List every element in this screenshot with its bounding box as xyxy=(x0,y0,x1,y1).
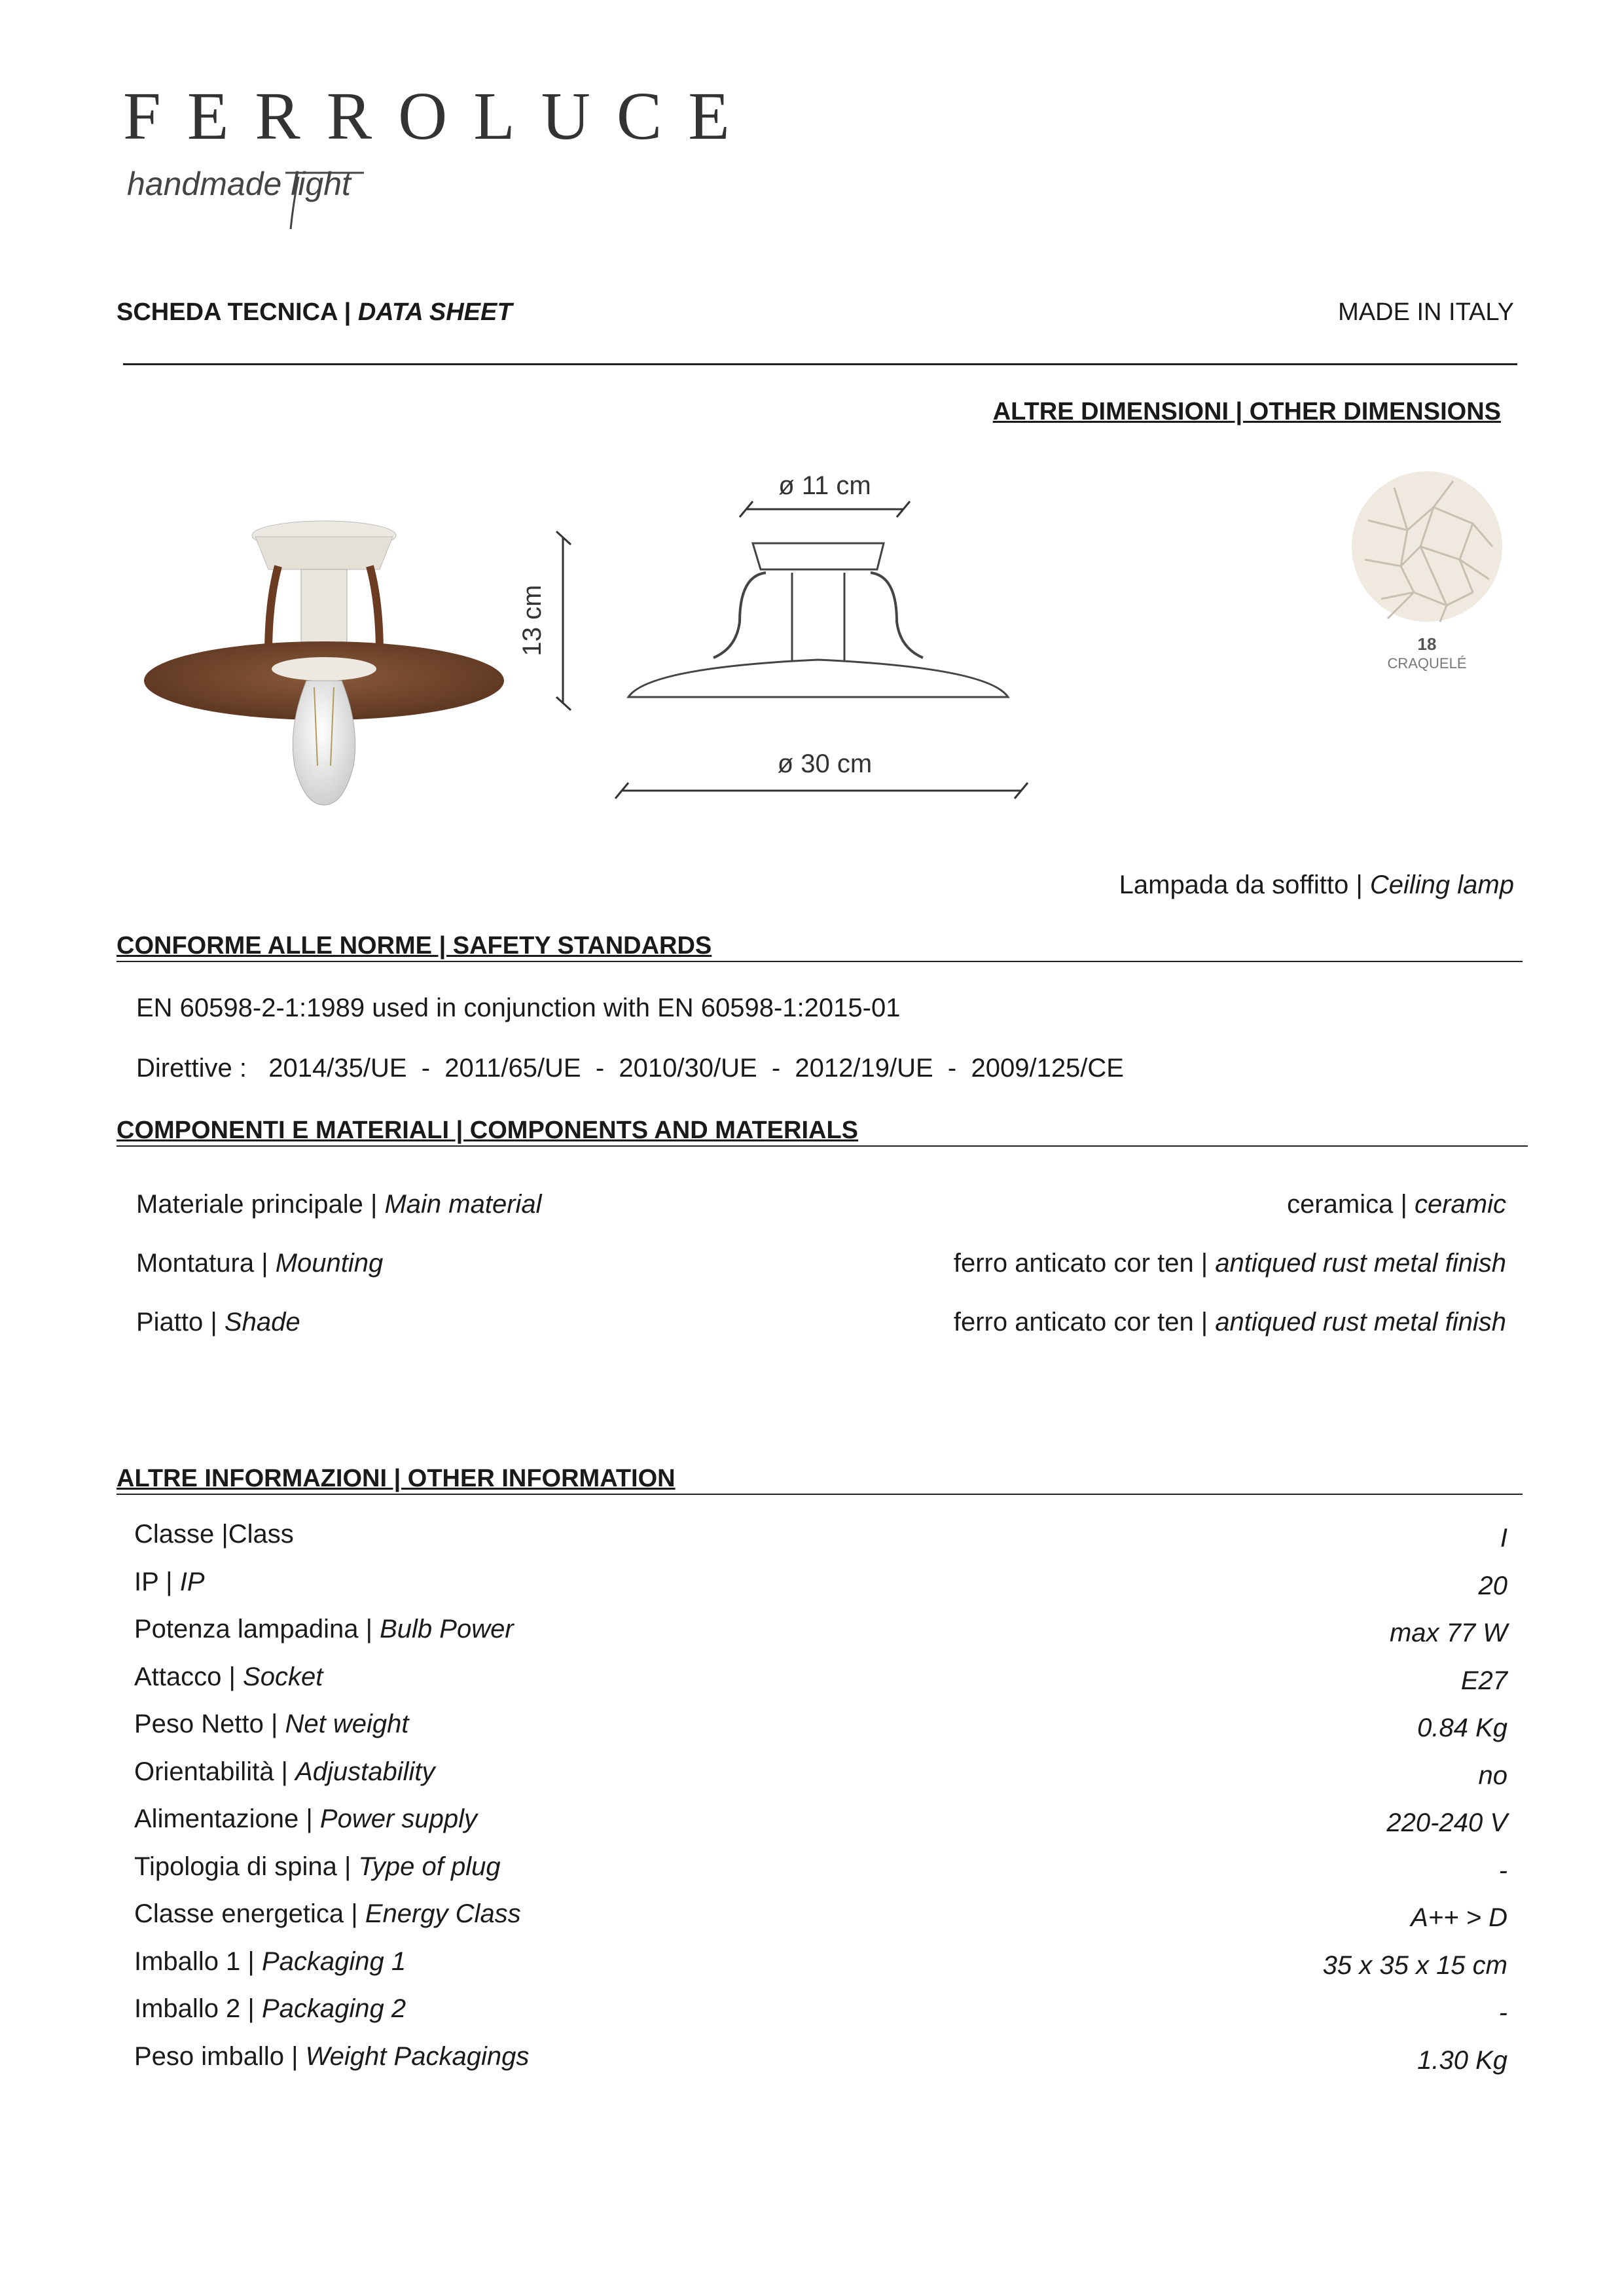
bottom-diameter-label: ø 30 cm xyxy=(777,749,873,778)
info-label: IP | IP xyxy=(134,1567,205,1596)
info-value: 20 xyxy=(1478,1571,1507,1600)
info-value: E27 xyxy=(1460,1666,1507,1695)
brand-logo: FERROLUCE xyxy=(123,79,756,154)
info-value: - xyxy=(1498,1856,1507,1885)
info-label: Alimentazione | Power supply xyxy=(134,1804,478,1833)
finish-code: 18 xyxy=(1417,634,1437,654)
height-label: 13 cm xyxy=(518,584,547,656)
info-label: Attacco | Socket xyxy=(134,1662,323,1691)
info-label: Tipologia di spina | Type of plug xyxy=(134,1852,501,1881)
info-label: Imballo 1 | Packaging 1 xyxy=(134,1946,406,1976)
info-label: Potenza lampadina | Bulb Power xyxy=(134,1615,514,1643)
component-label: Montatura | Mounting xyxy=(136,1249,384,1278)
info-label: Orientabilità | Adjustability xyxy=(134,1757,435,1786)
datasheet-title xyxy=(117,298,513,327)
info-label: Classe energetica | Energy Class xyxy=(134,1899,521,1928)
safety-title[interactable]: CONFORME ALLE NORME | SAFETY STANDARDS xyxy=(117,932,712,960)
info-title[interactable]: ALTRE INFORMAZIONI | OTHER INFORMATION xyxy=(117,1465,676,1492)
product-type: Lampada da soffitto | Ceiling lamp xyxy=(1119,870,1514,899)
info-label: Peso Netto | Net weight xyxy=(134,1710,409,1738)
component-value: ferro anticato cor ten | antiqued rust metal finish xyxy=(953,1249,1506,1278)
components-title[interactable]: COMPONENTI E MATERIALI | COMPONENTS AND MATERIALS xyxy=(117,1117,859,1144)
title-en: DATA SHEET xyxy=(357,298,513,326)
component-label: Materiale principale | Main material xyxy=(136,1190,542,1219)
safety-divider xyxy=(117,961,1523,962)
info-value: A++ > D xyxy=(1411,1903,1507,1932)
top-diameter-label: ø 11 cm xyxy=(778,471,871,500)
header-divider xyxy=(123,363,1517,365)
info-value: 0.84 Kg xyxy=(1417,1713,1507,1742)
info-value: 35 x 35 x 15 cm xyxy=(1322,1950,1507,1980)
component-label: Piatto | Shade xyxy=(136,1308,300,1336)
info-value: 220-240 V xyxy=(1386,1808,1507,1837)
title-it: SCHEDA TECNICA | xyxy=(117,298,352,326)
brand-tagline: handmade light xyxy=(127,166,351,202)
product-photo xyxy=(137,517,511,812)
component-value: ferro anticato cor ten | antiqued rust metal finish xyxy=(953,1308,1506,1336)
safety-standard: EN 60598-2-1:1989 used in conjunction with EN 60598-1:2015-01 xyxy=(136,994,901,1022)
safety-directives: Direttive : 2014/35/UE - 2011/65/UE - 2010/30/UE - 2012/19/UE - 2009/125/CE xyxy=(136,1054,1124,1083)
info-value: no xyxy=(1478,1761,1507,1790)
components-divider xyxy=(117,1145,1528,1147)
finish-name: CRAQUELÉ xyxy=(1387,655,1467,672)
info-value: - xyxy=(1498,1998,1507,2027)
info-label: Classe |Class xyxy=(134,1520,294,1549)
technical-drawing xyxy=(517,452,1054,818)
info-value: 1.30 Kg xyxy=(1417,2045,1507,2075)
info-value: max 77 W xyxy=(1389,1619,1507,1647)
component-value: ceramica | ceramic xyxy=(1287,1190,1506,1219)
info-label: Peso imballo | Weight Packagings xyxy=(134,2041,530,2071)
info-value: I xyxy=(1500,1524,1507,1552)
finish-swatch[interactable] xyxy=(1348,468,1519,677)
info-divider xyxy=(117,1494,1523,1495)
made-in-italy: MADE IN ITALY xyxy=(1338,298,1514,326)
brand-tagline-signature xyxy=(122,157,384,236)
info-label: Imballo 2 | Packaging 2 xyxy=(134,1994,406,2023)
other-dimensions-title[interactable]: ALTRE DIMENSIONI | OTHER DIMENSIONS xyxy=(992,398,1501,425)
